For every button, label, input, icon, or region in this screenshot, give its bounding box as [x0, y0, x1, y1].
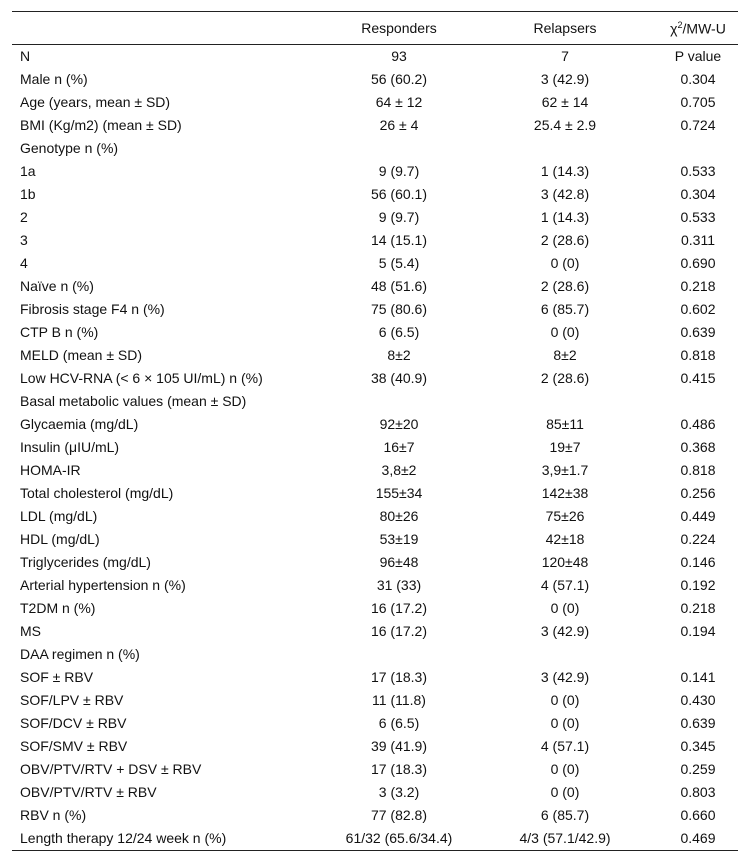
cell-responders: 56 (60.1): [370, 186, 428, 202]
cell-p-value: 0.724: [680, 117, 716, 133]
header-test-sup: 2: [677, 19, 683, 30]
cell-relapsers: 6 (85.7): [540, 301, 590, 317]
cell-p-value: 0.368: [680, 439, 716, 455]
cell-responders: 26 ± 4: [379, 117, 419, 133]
cell-relapsers: 4/3 (57.1/42.9): [472, 827, 658, 851]
table-row: [12, 620, 738, 643]
cell-responders: 53±19: [379, 531, 419, 547]
cell-variable: DAA regimen n (%): [20, 646, 140, 662]
table-body: [12, 45, 738, 851]
cell-relapsers: 62 ± 14: [541, 94, 589, 110]
cell-responders: 3,8±2: [381, 462, 417, 478]
cell-variable: HOMA-IR: [20, 462, 81, 478]
cell-p-value: 0.192: [680, 577, 716, 593]
header-test-rest: /MW-U: [682, 20, 726, 37]
cell-p-value: 0.311: [681, 232, 715, 248]
cell-relapsers: 1 (14.3): [540, 163, 590, 179]
cell-relapsers: 0 (0): [550, 600, 580, 616]
table-row: [12, 804, 738, 827]
cell-responders: 96±48: [379, 554, 419, 570]
header-responders: Responders: [326, 12, 472, 45]
table-row: [12, 206, 738, 229]
cell-relapsers: 19±7: [549, 439, 581, 455]
cell-p-value: 0.430: [680, 692, 716, 708]
cell-p-value: [658, 390, 738, 413]
table-row: [12, 91, 738, 114]
table-row: [12, 735, 738, 758]
cell-responders: 9 (9.7): [378, 209, 420, 225]
cell-variable: HDL (mg/dL): [20, 531, 100, 547]
cell-variable: SOF/LPV ± RBV: [20, 692, 124, 708]
table-row: [12, 275, 738, 298]
cell-variable: Glycaemia (mg/dL): [20, 416, 139, 432]
cell-variable: RBV n (%): [20, 807, 87, 823]
cell-responders: 16±7: [383, 439, 415, 455]
cell-p-value: [658, 137, 738, 160]
cell-p-value: 0.690: [680, 255, 716, 271]
cell-relapsers: 3 (42.9): [540, 71, 590, 87]
cell-variable: Arterial hypertension n (%): [20, 577, 186, 593]
cell-relapsers: 3 (42.9): [540, 623, 590, 639]
cell-relapsers: 4 (57.1): [540, 577, 590, 593]
cell-responders: 11 (11.8): [372, 692, 426, 708]
table-row: [12, 666, 738, 689]
cell-responders: 9 (9.7): [378, 163, 420, 179]
cell-p-value: 0.639: [680, 324, 716, 340]
cell-variable: SOF/SMV ± RBV: [20, 738, 128, 754]
cell-relapsers: 85±11: [546, 416, 584, 432]
cell-responders: 38 (40.9): [370, 370, 428, 386]
cell-responders: 155±34: [375, 485, 423, 501]
table-row: [12, 229, 738, 252]
header-test-chi: χ: [670, 20, 678, 37]
cell-responders: 3 (3.2): [378, 784, 420, 800]
cell-variable: MELD (mean ± SD): [20, 347, 143, 363]
table-row: [12, 344, 738, 367]
table-row: [12, 827, 738, 851]
cell-variable: Total cholesterol (mg/dL): [20, 485, 174, 501]
cell-responders: 8±2: [387, 347, 411, 363]
cell-relapsers: 6 (85.7): [540, 807, 590, 823]
table-row: [12, 505, 738, 528]
cell-relapsers: 2 (28.6): [540, 278, 590, 294]
cell-variable: Genotype n (%): [20, 140, 119, 156]
cell-p-value: 0.218: [680, 600, 716, 616]
table-row: [12, 758, 738, 781]
table-row: [12, 689, 738, 712]
cell-responders: 6 (6.5): [378, 715, 420, 731]
cell-relapsers: 25.4 ± 2.9: [533, 117, 597, 133]
table-row: [12, 551, 738, 574]
cell-relapsers: 0 (0): [550, 784, 580, 800]
cell-variable: CTP B n (%): [20, 324, 99, 340]
cell-responders: [326, 643, 472, 666]
table-row: [12, 390, 738, 413]
cell-relapsers: 42±18: [545, 531, 585, 547]
cell-variable: 3: [20, 232, 28, 248]
cell-p-value: 0.818: [680, 462, 716, 478]
cell-variable: Low HCV-RNA (< 6 × 105 UI/mL) n (%): [20, 370, 263, 386]
cell-p-value: 0.818: [680, 347, 716, 363]
cell-variable: Age (years, mean ± SD): [20, 94, 171, 110]
cell-relapsers: 142±38: [541, 485, 589, 501]
cell-variable: 1a: [20, 163, 36, 179]
cell-relapsers: 3,9±1.7: [541, 462, 589, 478]
table-row: [12, 459, 738, 482]
cell-variable: T2DM n (%): [20, 600, 96, 616]
cell-variable: Basal metabolic values (mean ± SD): [20, 393, 247, 409]
table-row: [12, 436, 738, 459]
cell-relapsers: 0 (0): [550, 761, 580, 777]
cell-relapsers: [472, 643, 658, 666]
table-row: [12, 712, 738, 735]
cell-p-value: 0.345: [680, 738, 716, 754]
cell-relapsers: 4 (57.1): [540, 738, 590, 754]
cell-responders: 17 (18.3): [370, 669, 428, 685]
cell-variable: Male n (%): [20, 71, 88, 87]
cell-p-value: 0.259: [680, 761, 716, 777]
cell-variable: 4: [20, 255, 28, 271]
cell-responders: 31 (33): [376, 577, 422, 593]
cell-p-value: 0.449: [680, 508, 716, 524]
table-row: [12, 321, 738, 344]
cell-variable: LDL (mg/dL): [20, 508, 98, 524]
cell-relapsers: 7: [561, 48, 569, 64]
cell-responders: [326, 137, 472, 160]
cell-p-value: P value: [674, 48, 722, 64]
cell-responders: [326, 390, 472, 413]
cell-variable: Naïve n (%): [20, 278, 94, 294]
cell-responders: 77 (82.8): [370, 807, 428, 823]
cell-p-value: 0.602: [680, 301, 716, 317]
cell-relapsers: 2 (28.6): [540, 232, 590, 248]
table-row: [12, 298, 738, 321]
cell-responders: 64 ± 12: [375, 94, 423, 110]
cell-responders: 75 (80.6): [370, 301, 428, 317]
cell-p-value: 0.533: [680, 209, 716, 225]
table-row: [12, 574, 738, 597]
header-test: [658, 12, 738, 45]
cell-variable: SOF/DCV ± RBV: [20, 715, 127, 731]
cell-variable: Triglycerides (mg/dL): [20, 554, 151, 570]
cell-variable: MS: [20, 623, 41, 639]
cell-relapsers: 1 (14.3): [540, 209, 590, 225]
cell-p-value: 0.256: [680, 485, 716, 501]
table-row: [12, 252, 738, 275]
cell-p-value: 0.639: [680, 715, 716, 731]
table-row: [12, 367, 738, 390]
cell-relapsers: 75±26: [545, 508, 585, 524]
cell-p-value: 0.194: [680, 623, 716, 639]
cell-p-value: 0.415: [680, 370, 716, 386]
table-row: [12, 643, 738, 666]
cell-p-value: 0.146: [680, 554, 716, 570]
cell-p-value: 0.224: [680, 531, 716, 547]
cell-relapsers: [472, 390, 658, 413]
table-row: [12, 528, 738, 551]
cell-p-value: 0.533: [680, 163, 716, 179]
cell-variable: SOF ± RBV: [20, 669, 94, 685]
table-header: [12, 12, 738, 45]
cell-responders: 80±26: [379, 508, 419, 524]
table-row: [12, 781, 738, 804]
cell-responders: 16 (17.2): [370, 623, 428, 639]
cell-relapsers: [472, 137, 658, 160]
data-table: [12, 11, 738, 851]
cell-responders: 5 (5.4): [378, 255, 420, 271]
header-variable: [12, 12, 326, 45]
cell-relapsers: 0 (0): [550, 715, 580, 731]
cell-responders: 56 (60.2): [370, 71, 428, 87]
cell-p-value: 0.803: [680, 784, 716, 800]
cell-variable: Length therapy 12/24 week n (%): [12, 827, 326, 851]
cell-variable: N: [20, 48, 31, 64]
table-row: [12, 413, 738, 436]
table-row: [12, 137, 738, 160]
cell-variable: 2: [20, 209, 28, 225]
cell-responders: 39 (41.9): [370, 738, 428, 754]
cell-relapsers: 0 (0): [550, 692, 580, 708]
table-row: [12, 597, 738, 620]
cell-responders: 16 (17.2): [370, 600, 428, 616]
cell-p-value: 0.705: [680, 94, 716, 110]
cell-p-value: 0.469: [658, 827, 738, 851]
cell-relapsers: 0 (0): [550, 324, 580, 340]
table-row: [12, 45, 738, 69]
cell-relapsers: 8±2: [553, 347, 577, 363]
header-row: [12, 12, 738, 45]
cell-p-value: 0.486: [680, 416, 716, 432]
cell-relapsers: 3 (42.8): [540, 186, 590, 202]
cell-relapsers: 120±48: [541, 554, 589, 570]
cell-relapsers: 0 (0): [550, 255, 580, 271]
cell-variable: BMI (Kg/m2) (mean ± SD): [20, 117, 182, 133]
cell-variable: Insulin (μIU/mL): [20, 439, 120, 455]
table-row: [12, 114, 738, 137]
cell-p-value: [658, 643, 738, 666]
cell-p-value: 0.218: [680, 278, 716, 294]
cell-p-value: 0.660: [680, 807, 716, 823]
cell-responders: 92±20: [379, 416, 419, 432]
cell-p-value: 0.141: [680, 669, 716, 685]
cell-p-value: 0.304: [680, 71, 716, 87]
table-row: [12, 482, 738, 505]
cell-responders: 17 (18.3): [370, 761, 428, 777]
cell-responders: 48 (51.6): [370, 278, 428, 294]
cell-variable: Fibrosis stage F4 n (%): [20, 301, 165, 317]
table-row: [12, 68, 738, 91]
header-relapsers: Relapsers: [472, 12, 658, 45]
cell-variable: OBV/PTV/RTV + DSV ± RBV: [20, 761, 202, 777]
cell-variable: 1b: [20, 186, 36, 202]
cell-relapsers: 2 (28.6): [540, 370, 590, 386]
cell-relapsers: 3 (42.9): [540, 669, 590, 685]
cell-p-value: 0.304: [680, 186, 716, 202]
cell-responders: 6 (6.5): [378, 324, 420, 340]
cell-responders: 93: [391, 48, 407, 64]
cell-responders: 14 (15.1): [370, 232, 428, 248]
cell-responders: 61/32 (65.6/34.4): [326, 827, 472, 851]
table-row: [12, 183, 738, 206]
table-row: [12, 160, 738, 183]
cell-variable: OBV/PTV/RTV ± RBV: [20, 784, 157, 800]
